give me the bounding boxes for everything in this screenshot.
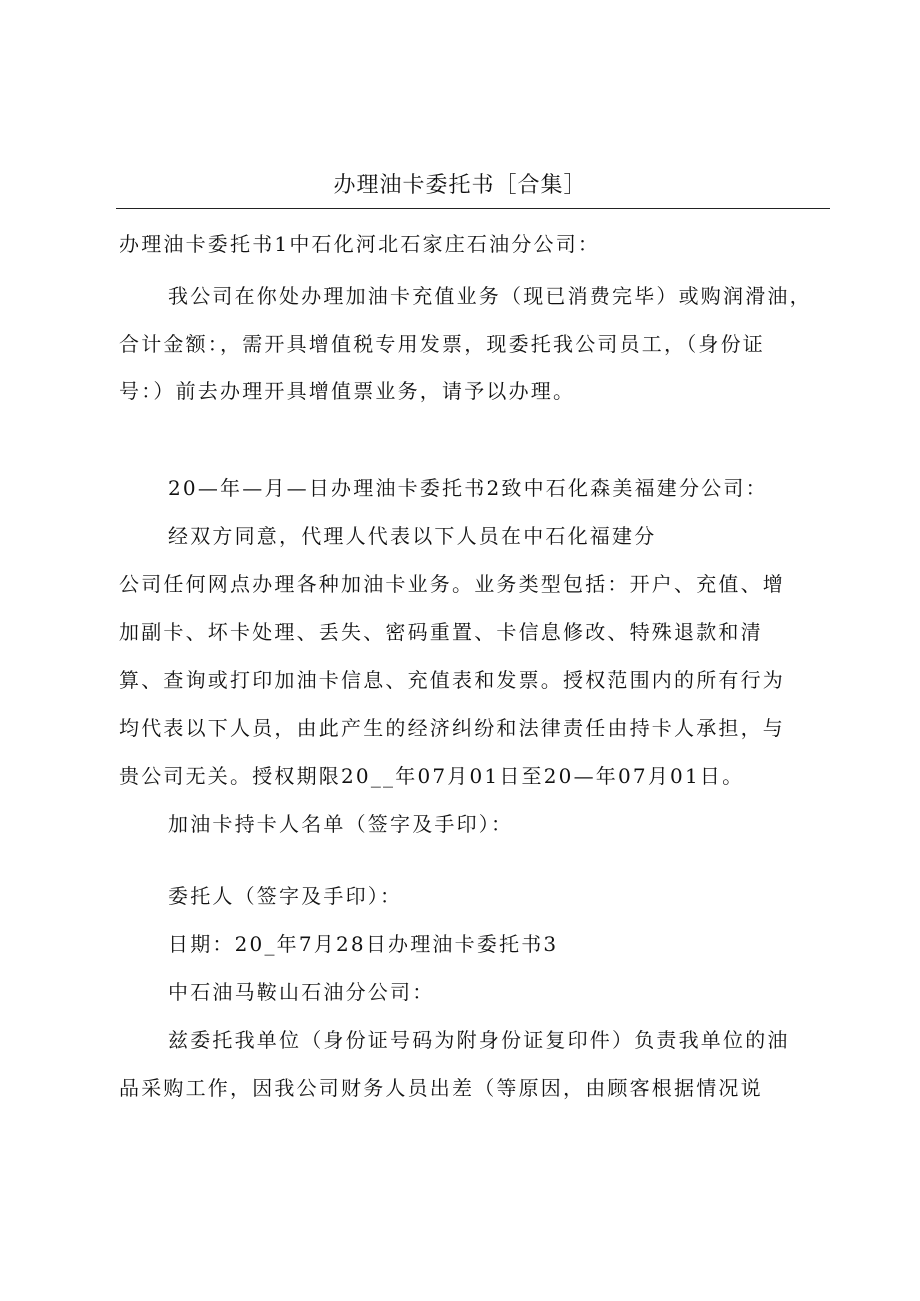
text-line: 委托人（签字及手印）：	[168, 884, 403, 908]
text-line: 20—年—月—日办理油卡委托书2致中石化森美福建分公司：	[168, 476, 768, 500]
text-line: 号：）前去办理开具增值票业务，请予以办理。	[119, 379, 576, 403]
text-line: 公司任何网点办理各种加油卡业务。业务类型包括：开户、充值、增	[119, 572, 785, 596]
text-line: 中石油马鞍山石油分公司：	[168, 980, 435, 1004]
text-line: 加油卡持卡人名单（签字及手印）：	[168, 812, 514, 836]
title-underline	[116, 208, 830, 209]
text-line: 均代表以下人员，由此产生的经济纠纷和法律责任由持卡人承担，与	[119, 716, 785, 740]
text-line: 贵公司无关。授权期限20__年07月01日至20—年07月01日。	[119, 764, 745, 788]
text-line: 经双方同意，代理人代表以下人员在中石化福建分	[168, 524, 657, 548]
text-line: 算、查询或打印加油卡信息、充值表和发票。授权范围内的所有行为	[119, 668, 785, 692]
text-line: 日期：20_年7月28日办理油卡委托书3	[168, 932, 559, 956]
text-line: 品采购工作，因我公司财务人员出差（等原因，由顾客根据情况说	[119, 1076, 763, 1100]
document-title: 办理油卡委托书［合集］	[333, 173, 587, 198]
text-line: 加副卡、坏卡处理、丢失、密码重置、卡信息修改、特殊退款和清	[119, 620, 763, 644]
text-line: 我公司在你处办理加油卡充值业务（现已消费完毕）或购润滑油，	[168, 284, 812, 308]
text-line: 办理油卡委托书1中石化河北石家庄石油分公司：	[119, 232, 601, 256]
text-line: 兹委托我单位（身份证号码为附身份证复印件）负责我单位的油	[168, 1028, 790, 1052]
text-line: 合计金额：，需开具增值税专用发票，现委托我公司员工，（身份证	[119, 332, 765, 356]
